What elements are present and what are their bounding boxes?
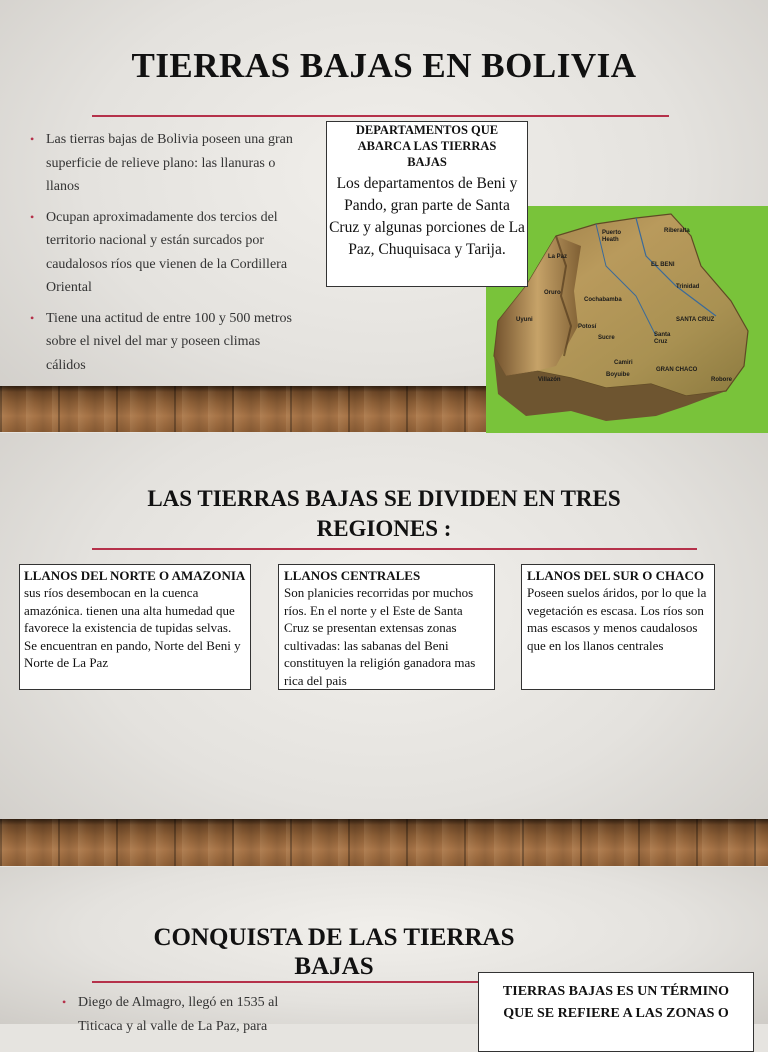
svg-text:Riberalta: Riberalta xyxy=(664,228,690,234)
region-box-south xyxy=(521,564,715,690)
bullet-item: • Tiene una actitud de entre 100 y 500 metros sobre el nivel del mar y poseen climas cálidos xyxy=(30,307,302,378)
bullet-item: • Diego de Almagro, llegó en 1535 al Titicaca y al valle de La Paz, para xyxy=(62,991,322,1038)
svg-text:Trinidad: Trinidad xyxy=(676,284,700,290)
title-divider xyxy=(92,981,482,983)
bullet-icon: • xyxy=(30,132,35,146)
region-title: LLANOS CENTRALES xyxy=(284,568,421,583)
bullet-list xyxy=(30,128,302,384)
svg-text:La Paz: La Paz xyxy=(548,254,568,260)
title-divider xyxy=(92,548,697,550)
slide-1 xyxy=(0,0,768,432)
region-box-central xyxy=(278,564,495,690)
departments-box xyxy=(326,121,528,287)
svg-text:Puerto: Puerto xyxy=(602,230,622,236)
svg-text:Uyuni: Uyuni xyxy=(516,317,533,323)
svg-text:Potosí: Potosí xyxy=(578,324,597,330)
svg-text:Santa: Santa xyxy=(654,332,671,338)
region-title: LLANOS DEL NORTE O AMAZONIA xyxy=(24,568,246,583)
region-title: LLANOS DEL SUR O CHACO xyxy=(527,568,704,583)
svg-text:Boyuibe: Boyuibe xyxy=(606,372,630,378)
bullet-item: • Las tierras bajas de Bolivia poseen una gran superficie de relieve plano: las llanuras o llanos xyxy=(30,128,302,199)
slide-1-title: TIERRAS BAJAS EN BOLIVIA xyxy=(131,46,637,85)
svg-text:Heath: Heath xyxy=(602,237,619,243)
svg-text:GRAN CHACO: GRAN CHACO xyxy=(656,367,698,373)
svg-text:EL BENI: EL BENI xyxy=(651,262,675,268)
bullet-icon: • xyxy=(30,310,35,325)
region-text: sus ríos desembocan en la cuenca amazónica. tienen una alta humedad que favorece la existencia de tupidas selvas. Se encuentran en pando, Norte del Beni y Norte de La Paz xyxy=(24,585,241,670)
slide-2-title: LAS TIERRAS BAJAS SE DIVIDEN EN TRES REGIONES : xyxy=(147,486,621,541)
slide-3-title: CONQUISTA DE LAS TIERRAS BAJAS xyxy=(153,924,515,980)
svg-text:Cruz: Cruz xyxy=(654,339,668,345)
title-divider xyxy=(92,115,669,117)
svg-text:Cochabamba: Cochabamba xyxy=(584,297,622,303)
region-text: Poseen suelos áridos, por lo que la vegetación es escasa. Los ríos son mas escasos y menos caudalosos que en los llanos centrales xyxy=(527,585,707,653)
region-box-north xyxy=(19,564,251,690)
bullet-item: • Ocupan aproximadamente dos tercios del territorio nacional y están surcados por caudalosos ríos que vienen de la Cordillera Oriental xyxy=(30,206,302,300)
bullet-icon: • xyxy=(30,209,35,224)
wood-floor xyxy=(0,819,768,866)
svg-text:Villazón: Villazón xyxy=(538,377,561,383)
region-text: Son planicies recorridas por muchos ríos. En el norte y el Este de Santa Cruz se presentan extensas zonas cultivadas: las sabanas del Beni constituyen la religión ganadora mas rica del pais xyxy=(284,585,476,688)
map-image xyxy=(486,206,768,433)
bullet-list xyxy=(62,991,322,1045)
slide-3 xyxy=(0,867,768,1034)
departments-heading: DEPARTAMENTOS QUE ABARCA LAS TIERRAS BAJAS xyxy=(355,123,499,169)
svg-text:Sucre: Sucre xyxy=(598,335,615,341)
svg-text:Oruro: Oruro xyxy=(544,290,561,296)
departments-body: Los departamentos de Beni y Pando, gran parte de Santa Cruz y algunas porciones de La Paz, Chuquisaca y Tarija. xyxy=(329,175,525,258)
definition-box: TIERRAS BAJAS ES UN TÉRMINO QUE SE REFIERE A LAS ZONAS O xyxy=(478,972,754,1052)
svg-text:Camiri: Camiri xyxy=(614,360,633,366)
bullet-icon: • xyxy=(62,995,67,1009)
slide-2 xyxy=(0,433,768,866)
bolivia-relief-map xyxy=(486,206,768,433)
svg-text:SANTA CRUZ: SANTA CRUZ xyxy=(676,317,715,323)
svg-text:Robore: Robore xyxy=(711,377,732,383)
